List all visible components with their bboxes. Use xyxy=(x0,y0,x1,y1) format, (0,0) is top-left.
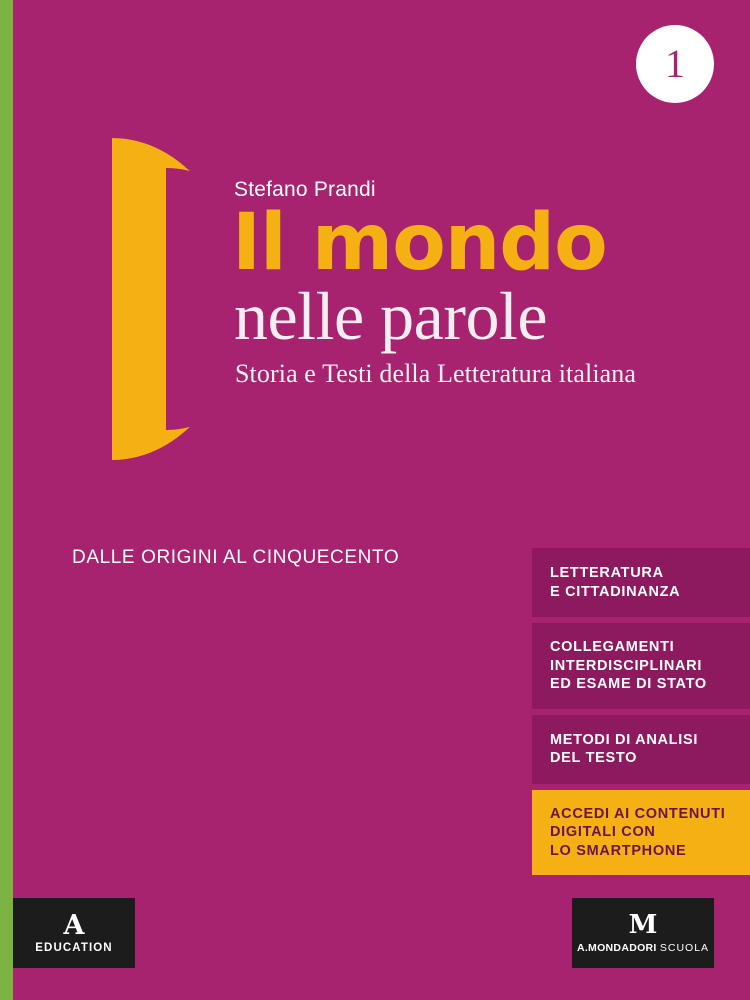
education-logo xyxy=(13,898,135,968)
author-name: Stefano Prandi xyxy=(234,178,376,201)
volume-subtitle: DALLE ORIGINI AL CINQUECENTO xyxy=(72,547,400,568)
book-subtitle-description: Storia e Testi della Letteratura italiana xyxy=(235,359,637,389)
feature-tag-line: COLLEGAMENTI xyxy=(550,639,675,656)
cover-spine-strip xyxy=(0,0,13,1000)
volume-number-badge xyxy=(636,25,714,103)
feature-tag-line: LETTERATURA xyxy=(550,565,664,581)
book-title-main: Il mondo xyxy=(232,198,607,288)
publisher-name: A.MONDADORI xyxy=(576,942,657,954)
feature-tag-line: DIGITALI CON xyxy=(550,824,656,841)
feature-tag-digital xyxy=(532,790,750,876)
feature-tag-line: LO SMARTPHONE xyxy=(550,842,687,859)
publisher-logo-label xyxy=(577,942,709,954)
feature-tag-line: INTERDISCIPLINARI xyxy=(550,657,703,674)
feature-tag-list xyxy=(532,548,750,881)
publisher-logo xyxy=(572,898,714,968)
feature-tag-line: ED ESAME DI STATO xyxy=(550,676,707,693)
mondadori-m-icon: A xyxy=(63,910,85,941)
title-block xyxy=(232,178,712,389)
education-logo-label: EDUCATION xyxy=(35,942,113,954)
feature-tag-line: E CITTADINANZA xyxy=(550,583,681,600)
feature-tag xyxy=(532,715,750,784)
feature-tag-line: ACCEDI AI CONTENUTI xyxy=(550,805,726,822)
feature-tag-line: DEL TESTO xyxy=(550,750,638,767)
feature-tag-line: METODI DI ANALISI xyxy=(550,731,699,748)
mondadori-m-icon: M xyxy=(628,910,658,940)
feature-tag xyxy=(532,548,750,617)
volume-number-label: 1 xyxy=(665,41,685,86)
book-title-sub: nelle parole xyxy=(234,277,548,354)
feature-tag xyxy=(532,623,750,709)
publisher-division: SCUOLA xyxy=(659,942,710,954)
